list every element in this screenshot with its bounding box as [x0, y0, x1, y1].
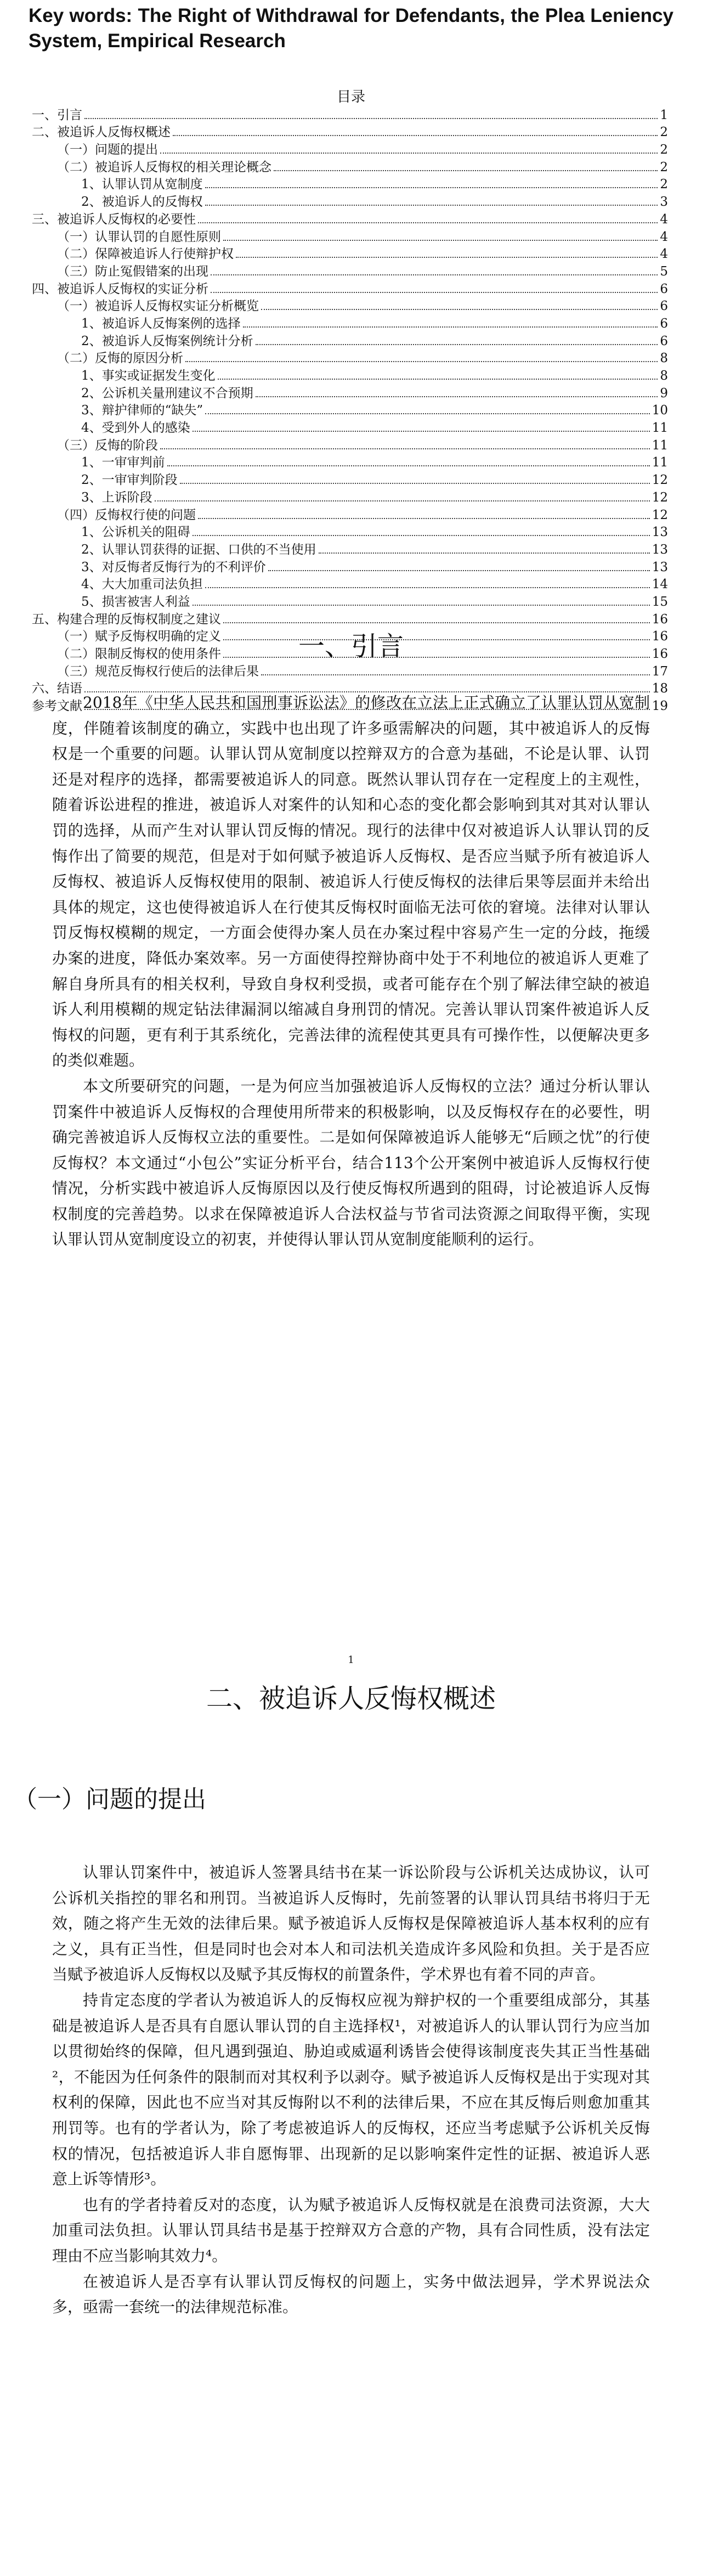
toc-dot-leader [256, 344, 658, 345]
toc-entry-title: 5、损害被害人利益 [81, 594, 190, 609]
introduction-body [52, 690, 650, 1253]
toc-entry-page: 17 [652, 664, 668, 679]
toc-dot-leader [243, 326, 658, 328]
toc-entry-page: 15 [652, 594, 668, 609]
toc-entry[interactable] [32, 557, 668, 575]
toc-entry-page: 4 [660, 229, 668, 244]
toc-entry-page: 2 [660, 160, 668, 174]
toc-entry-title: 3、辩护律师的“缺失” [81, 403, 203, 418]
toc-dot-leader [160, 448, 650, 449]
toc-entry-page: 5 [660, 264, 668, 279]
toc-entry-page: 16 [652, 629, 668, 644]
toc-entry-title: 三、被追诉人反悔权的必要性 [32, 212, 196, 227]
toc-entry-page: 13 [652, 542, 668, 557]
toc-entry-title: （一）赋予反悔权明确的定义 [57, 629, 221, 644]
toc-entry[interactable] [32, 592, 668, 610]
toc-entry-title: 3、对反悔者反悔行为的不利评价 [81, 560, 266, 574]
toc-entry-title: 1、事实或证据发生变化 [81, 369, 216, 383]
toc-dot-leader [205, 587, 650, 588]
toc-entry-title: 2、认罪认罚获得的证据、口供的不当使用 [81, 542, 316, 557]
toc-entry-title: 二、被追诉人反悔权概述 [32, 125, 171, 140]
toc-entry-title: 2、被追诉人的反悔权 [81, 195, 203, 210]
toc-entry[interactable] [32, 662, 668, 679]
toc-entry-title: （二）保障被追诉人行使辩护权 [57, 247, 234, 262]
toc-entry[interactable] [32, 245, 668, 262]
toc-entry-title: 2、一审审判阶段 [81, 473, 178, 488]
problem-paragraph-2: 持肯定态度的学者认为被追诉人的反悔权应视为辩护权的一个重要组成部分，其基础是被追诉人是否具有自愿认罪认罚的自主选择权¹，对被追诉人的认罪认罚行为应当加以贯彻始终的保障，但凡遇到强迫、胁迫或威逼利诱皆会使得该制度丧失其正当性基础²，不能因为任何条件的限制而对其权利予以剥夺。赋予被追诉人反悔权是出于实现对其权利的保障，因此也不应当对其反悔附以不利的法律后果，不应在其反悔后则愈加重其刑罚等。也有的学者认为，除了考虑被追诉人的反悔权，还应当考虑赋予公诉机关反悔权的情况，包括被追诉人非自愿悔罪、出现新的足以影响案件定性的证据、被追诉人恶意上诉等情形³。 [52, 1991, 650, 2189]
toc-dot-leader [185, 361, 658, 362]
toc-entry[interactable] [32, 349, 668, 367]
toc-dot-leader [261, 309, 658, 310]
toc-entry-page: 19 [652, 699, 668, 714]
problem-body [52, 1860, 650, 2320]
toc-entry[interactable] [32, 279, 668, 297]
toc-entry-title: （一）认罪认罚的自愿性原则 [57, 229, 221, 244]
toc-entry[interactable] [32, 123, 668, 140]
toc-dot-leader [160, 153, 658, 154]
toc-entry-page: 16 [652, 647, 668, 661]
toc-entry-title: （一）被追诉人反悔权实证分析概览 [57, 299, 259, 314]
toc-entry[interactable] [32, 523, 668, 540]
toc-entry-page: 9 [660, 386, 668, 401]
toc-entry-title: 2、公诉机关量刑建议不合预期 [81, 386, 253, 401]
toc-dot-leader [193, 431, 650, 432]
toc-entry[interactable] [32, 331, 668, 349]
toc-entry-page: 12 [652, 508, 668, 522]
toc-entry-title: 1、认罪认罚从宽制度 [81, 177, 203, 192]
toc-entry-title: （二）反悔的原因分析 [57, 351, 183, 366]
toc-entry-page: 4 [660, 212, 668, 227]
toc-entry-page: 3 [660, 195, 668, 210]
toc-entry[interactable] [32, 610, 668, 627]
toc-entry[interactable] [32, 470, 668, 488]
toc-entry[interactable] [32, 418, 668, 436]
toc-entry-title: （一）问题的提出 [57, 143, 158, 157]
toc-dot-leader [84, 118, 658, 119]
toc-entry-page: 11 [652, 438, 668, 453]
toc-dot-leader [223, 240, 658, 241]
toc-entry-title: 六、结语 [32, 681, 82, 696]
toc-dot-leader [198, 518, 650, 519]
toc-entry-title: （二）限制反悔权的使用条件 [57, 647, 221, 661]
toc-entry-title: 1、被追诉人反悔案例的选择 [81, 316, 241, 331]
toc-entry-title: 参考文献 [32, 699, 82, 714]
toc-dot-leader [173, 135, 658, 136]
toc-entry[interactable] [32, 192, 668, 210]
toc-entry-title: 4、受到外人的感染 [81, 421, 190, 436]
toc-dot-leader [261, 674, 650, 675]
toc-entry-page: 12 [652, 490, 668, 505]
toc-dot-leader [211, 274, 658, 275]
toc-entry-title: 1、公诉机关的阻碍 [81, 525, 190, 540]
toc-dot-leader [193, 605, 650, 606]
toc-dot-leader [167, 465, 650, 466]
toc-entry[interactable] [32, 488, 668, 505]
page-number: 1 [348, 1654, 354, 1666]
toc-entry[interactable] [32, 505, 668, 523]
subsection-heading-problem: （一）问题的提出 [13, 1785, 206, 1813]
toc-entry-title: 五、构建合理的反悔权制度之建议 [32, 612, 221, 627]
toc-entry-page: 10 [652, 403, 668, 418]
toc-entry-page: 16 [652, 612, 668, 627]
toc-entry-page: 12 [652, 473, 668, 488]
problem-paragraph-1: 认罪认罚案件中，被追诉人签署具结书在某一诉讼阶段与公诉机关达成协议，认可公诉机关指控的罪名和刑罚。当被追诉人反悔时，先前签署的认罪认罚具结书将归于无效，随之将产生无效的法律后果。赋予被追诉人反悔权是保障被追诉人基本权利的应有之义，具有正当性，但是同时也会对本人和司法机关造成许多风险和负担。关于是否应当赋予被追诉人反悔权以及赋予其反悔权的前置条件，学术界也有着不同的声音。 [52, 1863, 650, 1984]
toc-entry-title: 一、引言 [32, 108, 82, 122]
toc-dot-leader [236, 257, 658, 258]
toc-dot-leader [198, 222, 658, 223]
table-of-contents [32, 105, 668, 714]
toc-dot-leader [274, 170, 658, 171]
toc-entry[interactable] [32, 540, 668, 557]
toc-entry-page: 2 [660, 143, 668, 157]
toc-dot-leader [211, 292, 658, 293]
toc-entry[interactable] [32, 105, 668, 123]
toc-entry-title: 4、大大加重司法负担 [81, 577, 203, 592]
toc-entry-page: 6 [660, 334, 668, 348]
section-heading-overview: 二、被追诉人反悔权概述 [206, 1683, 496, 1714]
intro-paragraph-1: 2018年《中华人民共和国刑事诉讼法》的修改在立法上正式确立了认罪认罚从宽制度，伴随着该制度的确立，实践中也出现了许多亟需解决的问题，其中被追诉人的反悔权是一个重要的问题。认罪认罚从宽制度以控辩双方的合意为基础，不论是认罪、认罚还是对程序的选择，都需要被追诉人的同意。既然认罪认罚存在一定程度上的主观性，随着诉讼进程的推进，被追诉人对案件的认知和心态的变化都会影响到其对其对认罪认罚的选择，从而产生对认罪认罚反悔的情况。现行的法律中仅对被追诉人认罪认罚的反悔作出了简要的规范，但是对于如何赋予被追诉人反悔权、是否应当赋予所有被追诉人反悔权、被追诉人反悔权使用的限制、被追诉人行使反悔权的法律后果等层面并未给出具体的规定，这也使得被追诉人在行使其反悔权时面临无法可依的窘境。法律对认罪认罚反悔权模糊的规定，一方面会使得办案人员在办案过程中容易产生一定的分歧，拖缓办案的进度，降低办案效率。另一方面使得控辩协商中处于不利地位的被追诉人更难了解自身所具有的相关权利，导致自身权利受损，或者可能存在个别了解法律空缺的被追诉人利用模糊的规定钻法律漏洞以缩减自身刑罚的情况。完善认罪认罚案件被追诉人反悔权的问题，更有利于其系统化，完善法律的流程使其更具有可操作性，以便解决更多的类似难题。 [52, 694, 650, 1070]
toc-entry-title: （三）防止冤假错案的出现 [57, 264, 208, 279]
toc-entry-title: （二）被追诉人反悔权的相关理论概念 [57, 160, 271, 174]
toc-dot-leader [218, 379, 658, 380]
toc-entry[interactable] [32, 314, 668, 331]
toc-entry[interactable] [32, 575, 668, 593]
toc-entry-page: 4 [660, 247, 668, 262]
toc-entry-page: 8 [660, 351, 668, 366]
toc-entry[interactable] [32, 401, 668, 419]
toc-entry-page: 18 [652, 681, 668, 696]
toc-title: 目录 [336, 89, 365, 105]
toc-dot-leader [205, 205, 658, 206]
toc-entry-title: （三）规范反悔权行使后的法律后果 [57, 664, 259, 679]
toc-entry-page: 11 [652, 421, 668, 436]
toc-entry-title: （四）反悔权行使的问题 [57, 508, 196, 522]
toc-entry-title: 2、被追诉人反悔案例统计分析 [81, 334, 253, 348]
toc-entry-title: 四、被追诉人反悔权的实证分析 [32, 281, 208, 296]
toc-entry-page: 6 [660, 316, 668, 331]
toc-dot-leader [180, 483, 650, 484]
toc-dot-leader [155, 500, 650, 501]
toc-dot-leader [223, 622, 650, 623]
toc-dot-leader [256, 396, 658, 397]
toc-entry[interactable] [32, 297, 668, 314]
toc-entry-title: 1、一审审判前 [81, 455, 165, 470]
toc-entry[interactable] [32, 262, 668, 279]
toc-entry[interactable] [32, 175, 668, 193]
intro-paragraph-2: 本文所要研究的问题，一是为何应当加强被追诉人反悔权的立法？通过分析认罪认罚案件中被追诉人反悔权的合理使用所带来的积极影响，以及反悔权存在的必要性，明确完善被追诉人反悔权立法的重要性。二是如何保障被追诉人能够无“后顾之忧”的行使反悔权？本文通过“小包公”实证分析平台，结合113个公开案例中被追诉人反悔权行使情况，分析实践中被追诉人反悔原因以及行使反悔权所遇到的阻碍，讨论被追诉人反悔权制度的完善趋势。以求在保障被追诉人合法权益与节省司法资源之间取得平衡，实现认罪认罚从宽制度设立的初衷，并使得认罪认罚从宽制度能顺利的运行。 [52, 1076, 650, 1249]
toc-entry[interactable] [32, 384, 668, 401]
toc-entry[interactable] [32, 453, 668, 471]
keywords-line: Key words: The Right of Withdrawal for Defendants, the Plea Leniency System, Empirical Research [29, 5, 673, 52]
toc-entry-page: 1 [660, 108, 668, 122]
toc-entry[interactable] [32, 366, 668, 384]
toc-entry[interactable] [32, 210, 668, 227]
toc-entry-title: （三）反悔的阶段 [57, 438, 158, 453]
toc-dot-leader [193, 535, 650, 536]
toc-entry-title: 3、上诉阶段 [81, 490, 152, 505]
toc-entry-page: 2 [660, 125, 668, 140]
toc-entry-page: 6 [660, 281, 668, 296]
toc-entry-page: 13 [652, 560, 668, 574]
toc-entry[interactable] [32, 227, 668, 245]
toc-dot-leader [205, 413, 650, 414]
toc-entry-page: 11 [652, 455, 668, 470]
toc-dot-leader [319, 553, 650, 554]
toc-entry-page: 6 [660, 299, 668, 314]
toc-entry-page: 13 [652, 525, 668, 540]
toc-entry-page: 14 [652, 577, 668, 592]
problem-paragraph-4: 在被追诉人是否享有认罪认罚反悔权的问题上，实务中做法迥异，学术界说法众多，亟需一套统一的法律规范标准。 [52, 2272, 650, 2316]
toc-entry-page: 2 [660, 177, 668, 192]
section-heading-introduction: 一、引言 [298, 631, 404, 662]
toc-entry[interactable] [32, 157, 668, 175]
toc-entry-page: 8 [660, 369, 668, 383]
toc-dot-leader [268, 570, 650, 571]
toc-dot-leader [205, 187, 658, 188]
problem-paragraph-3: 也有的学者持着反对的态度，认为赋予被追诉人反悔权就是在浪费司法资源，大大加重司法负担。认罪认罚具结书是基于控辩双方合意的产物，具有合同性质，没有法定理由不应当影响其效力⁴。 [52, 2195, 650, 2265]
toc-entry[interactable] [32, 436, 668, 453]
toc-entry[interactable] [32, 140, 668, 157]
